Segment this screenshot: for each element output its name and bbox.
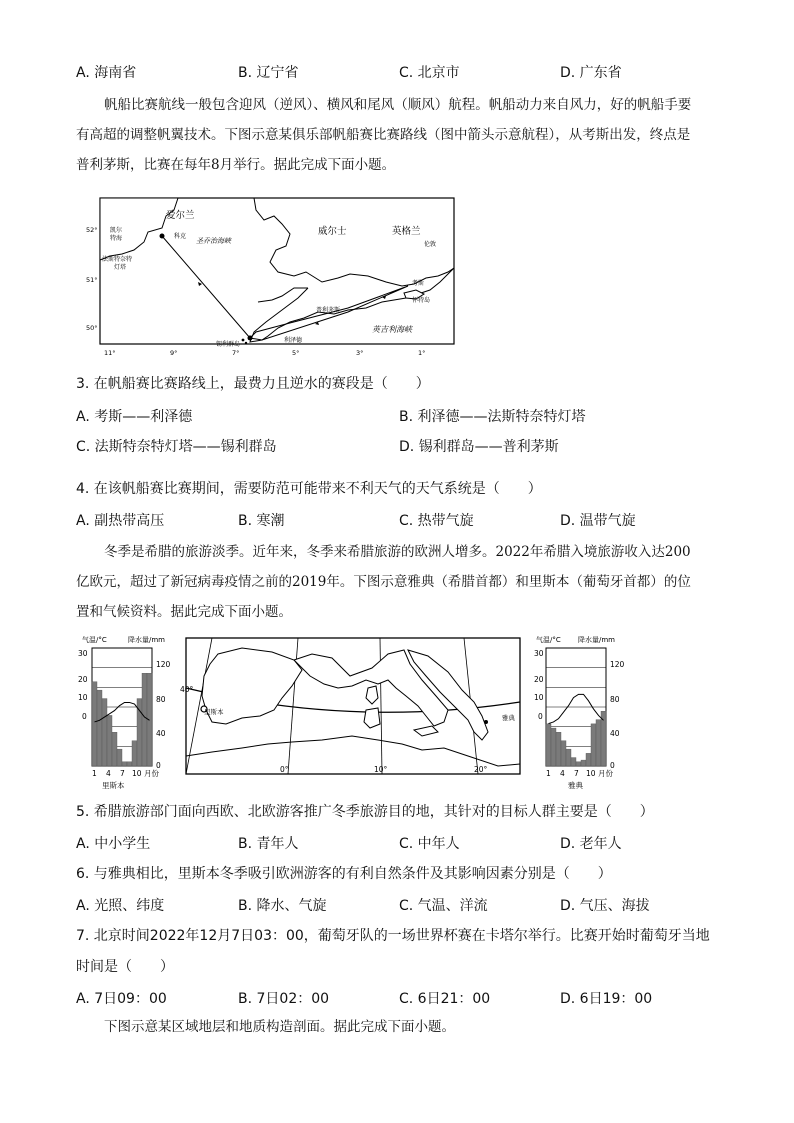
climate-chart-lisbon [76,634,180,792]
q4-option-b: B. 寒潮 [238,513,285,529]
precip-bar [132,741,137,766]
sail-intro-line-3: 普利茅斯，比赛在每年8月举行。据此完成下面小题。 [76,157,396,173]
climate-chart-athens [534,634,638,792]
q5-option-c: C. 中年人 [399,836,460,852]
svg-text:10: 10 [132,769,142,778]
svg-text:10: 10 [586,769,596,778]
svg-text:52°: 52° [86,226,98,234]
svg-text:9°: 9° [170,349,178,357]
q2-option-d: D. 广东省 [560,65,622,81]
precip-bar [97,690,102,766]
q6-option-b: B. 降水、气旋 [238,898,327,914]
q6-option-a: A. 光照、纬度 [76,898,165,914]
label-england: 英格兰 [392,226,421,237]
q3-option-b: B. 利泽德——法斯特奈特灯塔 [399,409,586,425]
label-wight: 怀特岛 [412,297,431,304]
svg-text:雅典: 雅典 [568,781,583,790]
precip-bar [581,760,586,766]
precip-bar [122,762,127,766]
svg-text:月份: 月份 [598,769,613,778]
footer-intro: 下图示意某区域地层和地质构造剖面。据此完成下面小题。 [104,1019,455,1035]
q4-option-d: D. 温带气旋 [560,513,636,529]
svg-text:40: 40 [156,729,166,738]
svg-text:气温/°C: 气温/°C [82,636,107,644]
label-fastnet-1: 法斯特奈特 [102,256,133,263]
q5-option-d: D. 老年人 [560,836,622,852]
q4-option-c: C. 热带气旋 [399,513,474,529]
svg-text:10°: 10° [374,765,388,774]
greece-intro-line-3: 置和气候资料。据此完成下面小题。 [76,604,292,620]
svg-text:雅典: 雅典 [502,714,515,722]
q6-stem: 6. 与雅典相比，里斯本冬季吸引欧洲游客的有利自然条件及其影响因素分别是（ ） [76,866,612,882]
svg-text:7: 7 [120,769,125,778]
svg-text:1: 1 [546,769,551,778]
precip-bar [107,715,112,766]
precip-bar [596,720,601,766]
precip-bar [576,762,581,766]
greece-intro-line-1: 冬季是希腊的旅游淡季。近年来，冬季来希腊旅游的欧洲人增多。2022年希腊入境旅游收入达200 [104,544,691,560]
sail-intro-line-2: 有高超的调整帆翼技术。下图示意某俱乐部帆船赛比赛路线（图中箭头示意航程），从考斯出发，终点是 [76,127,691,143]
sail-intro-line-1: 帆船比赛航线一般包含迎风（逆风）、横风和尾风（顺风）航程。帆船动力来自风力，好的帆船手要 [104,97,692,113]
svg-text:50°: 50° [86,324,98,332]
q2-option-c: C. 北京市 [399,65,460,81]
svg-text:40: 40 [610,729,620,738]
svg-text:30: 30 [78,649,88,658]
q6-option-c: C. 气温、洋流 [399,898,488,914]
label-wales: 威尔士 [318,226,347,237]
q7-option-c: C. 6日21：00 [399,991,491,1007]
svg-text:7°: 7° [232,349,240,357]
svg-text:30: 30 [534,649,544,658]
svg-text:里斯本: 里斯本 [204,708,224,716]
q2-option-b: B. 辽宁省 [238,65,299,81]
q7-option-d: D. 6日19：00 [560,991,653,1007]
q4-stem: 4. 在该帆船赛比赛期间，需要防范可能带来不利天气的天气系统是（ ） [76,481,542,497]
label-london: 伦敦 [424,241,437,248]
precip-bar [546,724,551,766]
athens-marker [484,720,488,724]
svg-text:10: 10 [534,693,544,702]
label-cowes: 考斯 [412,280,425,287]
svg-text:51°: 51° [86,276,98,284]
label-fastnet-2: 灯塔 [114,264,127,271]
label-kelte-2: 特海 [110,235,123,242]
label-ireland: 爱尔兰 [166,210,195,221]
label-kelte-1: 凯尔 [110,227,123,234]
svg-text:0: 0 [538,712,543,721]
q2-option-a: A. 海南省 [76,65,137,81]
label-scilly: 锡利群岛 [216,341,241,348]
precip-bar [551,728,556,766]
precip-bar [591,724,596,766]
svg-text:1°: 1° [418,349,426,357]
q7-option-a: A. 7日09：00 [76,991,167,1007]
q3-option-c: C. 法斯特奈特灯塔——锡利群岛 [76,439,277,455]
label-st-george-channel: 圣乔治海峡 [196,237,231,245]
precip-bar [127,762,132,766]
svg-text:5°: 5° [292,349,300,357]
svg-text:降水量/mm: 降水量/mm [128,636,165,644]
precip-bar [571,758,576,766]
precip-bar [586,753,591,766]
q5-option-a: A. 中小学生 [76,836,151,852]
svg-text:气温/°C: 气温/°C [536,636,561,644]
precip-bar [102,699,107,766]
q7-stem-line-1: 7. 北京时间2022年12月7日03：00，葡萄牙队的一场世界杯赛在卡塔尔举行。比赛开始时葡萄牙当地 [76,928,710,944]
q5-option-b: B. 青年人 [238,836,299,852]
greece-intro-line-2: 亿欧元，超过了新冠病毒疫情之前的2019年。下图示意雅典（希腊首都）和里斯本（葡萄牙首都）的位 [76,574,691,590]
precip-bar [112,732,117,766]
precip-bar [601,711,606,766]
svg-text:0: 0 [82,712,87,721]
svg-text:1: 1 [92,769,97,778]
sailing-route-map [86,190,458,358]
svg-text:80: 80 [610,695,620,704]
svg-text:0: 0 [156,761,161,770]
label-lizard: 利泽德 [284,337,303,344]
precip-bar [556,732,561,766]
svg-text:10: 10 [78,693,88,702]
svg-text:月份: 月份 [144,769,159,778]
precip-bar [117,749,122,766]
svg-text:里斯本: 里斯本 [102,781,125,790]
label-plymouth: 普利茅斯 [316,307,341,314]
svg-text:20: 20 [78,675,88,684]
svg-text:20: 20 [534,675,544,684]
mediterranean-map [182,636,524,778]
q5-stem: 5. 希腊旅游部门面向西欧、北欧游客推广冬季旅游目的地，其针对的目标人群主要是（ ） [76,804,654,820]
label-cork: 科克 [174,233,187,240]
q3-option-a: A. 考斯——利泽德 [76,409,193,425]
svg-text:120: 120 [610,660,625,669]
svg-text:4: 4 [106,769,111,778]
q7-stem-line-2: 时间是（ ） [76,959,174,975]
svg-text:40°: 40° [180,685,194,694]
label-english-channel: 英吉利海峡 [372,325,412,334]
precip-bar [142,673,147,766]
svg-text:80: 80 [156,695,166,704]
svg-text:7: 7 [574,769,579,778]
precip-bar [92,682,97,766]
svg-text:11°: 11° [104,349,116,357]
svg-text:20°: 20° [474,765,488,774]
svg-text:3°: 3° [356,349,364,357]
svg-text:0°: 0° [280,765,289,774]
q3-option-d: D. 锡利群岛——普利茅斯 [399,439,559,455]
q3-stem: 3. 在帆船赛比赛路线上，最费力且逆水的赛段是（ ） [76,376,430,392]
precip-bar [561,741,566,766]
svg-text:降水量/mm: 降水量/mm [578,636,615,644]
q6-option-d: D. 气压、海拔 [560,898,650,914]
q7-option-b: B. 7日02：00 [238,991,330,1007]
svg-text:4: 4 [560,769,565,778]
svg-text:120: 120 [156,660,171,669]
q4-option-a: A. 副热带高压 [76,513,165,529]
precip-bar [566,749,571,766]
svg-text:0: 0 [610,761,615,770]
